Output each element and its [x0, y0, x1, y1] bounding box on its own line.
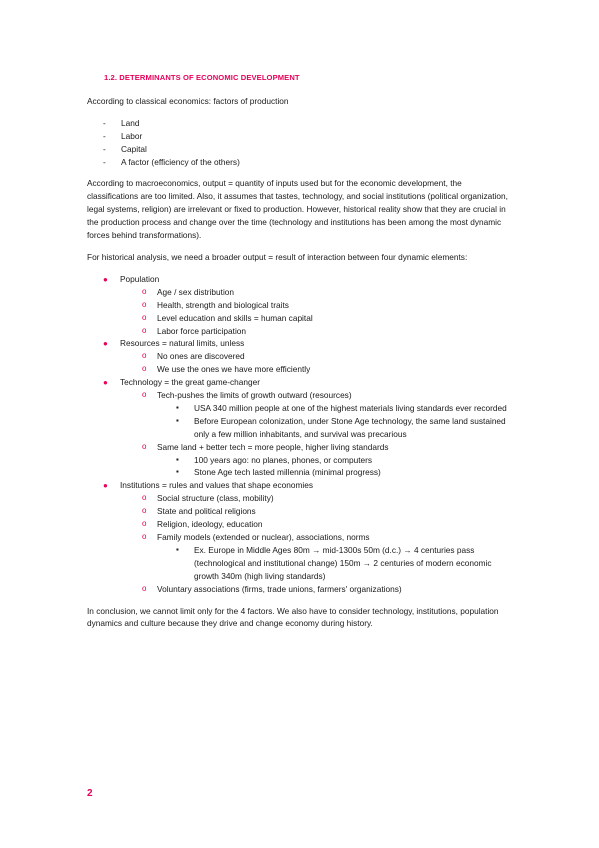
- list-item: o Age / sex distribution: [142, 286, 235, 297]
- list-item: o Tech-pushes the limits of growth outward (resources) ▪ USA 340 million people at one of the highest materials living standards ever recorded ▪ Before European colonization, under Stone Age technology, the same land sustained only a few million inhabitants, and survival was precarious: [120, 389, 513, 441]
- bullet-icon: ●: [103, 481, 108, 491]
- factors-list: [87, 117, 513, 169]
- circle-bullet-icon: o: [142, 506, 147, 516]
- list-item-institutions: [87, 479, 513, 595]
- list-item: o Same land + better tech = more people, higher living standards ▪ 100 years ago: no planes, phones, or computers ▪ Stone Age tech lasted millennia (minimal progress): [120, 441, 513, 480]
- circle-bullet-icon: o: [142, 532, 147, 541]
- list-item: o Voluntary associations (firms, trade unions, farmers' organizations): [142, 583, 402, 594]
- list-item: o Social structure (class, mobility): [142, 493, 274, 504]
- list-item-population: [87, 273, 513, 338]
- circle-bullet-icon: o: [142, 519, 147, 529]
- list-item-technology: [87, 376, 513, 479]
- list-item: o No ones are discovered: [142, 351, 245, 362]
- circle-bullet-icon: o: [142, 364, 147, 374]
- bullet-icon: ●: [103, 274, 108, 284]
- paragraph-historical: For historical analysis, we need a broader output = result of interaction between four dynamic elements:: [87, 251, 468, 262]
- intro-text: According to classical economics: factors of production: [87, 95, 289, 106]
- paragraph-conclusion: In conclusion, we cannot limit only for the 4 factors. We also have to consider technology, institutions, population dynamics and culture because they drive and change economy during history.: [87, 605, 499, 629]
- list-item: - Capital: [87, 143, 513, 156]
- list-item: - A factor (efficiency of the others): [87, 156, 513, 169]
- square-bullet-icon: ▪: [176, 402, 179, 412]
- square-bullet-icon: ▪: [176, 415, 179, 425]
- circle-bullet-icon: o: [142, 299, 147, 309]
- bullet-icon: ●: [103, 378, 108, 388]
- circle-bullet-icon: o: [142, 286, 147, 296]
- list-item: o Family models (extended or nuclear), associations, norms ▪ Ex. Europe in Middle Ages 80m → mid-1300s 50m (d.c.) → 4 centuries pass (technological and institutional change) 150m → 2 centuries of modern economic growth 340m (high living standards): [120, 531, 513, 583]
- paragraph-macroeconomics: According to macroeconomics, output = quantity of inputs used but for the economic development, the classifications are too limited. Also, it assumes that tastes, technology, and social institutions (political organization, legal systems, religion) are irrelevant or fixed to production. However, historical reality show that they are crucial in the production process and change over the time (technology and institutions has been among the most dynamic forces behind transformations).: [87, 178, 508, 241]
- circle-bullet-icon: o: [142, 351, 147, 361]
- list-item: o Health, strength and biological traits: [142, 299, 289, 310]
- list-item: ▪ Before European colonization, under Stone Age technology, the same land sustained only a few million inhabitants, and survival was precarious: [176, 415, 506, 439]
- square-bullet-icon: ▪: [176, 544, 179, 554]
- circle-bullet-icon: o: [142, 312, 147, 322]
- list-item: o Labor force participation: [142, 325, 247, 336]
- square-bullet-icon: ▪: [176, 467, 179, 477]
- list-item: ▪ Ex. Europe in Middle Ages 80m → mid-1300s 50m (d.c.) → 4 centuries pass (technological and institutional change) 150m → 2 centuries of modern economic growth 340m (high living standards): [176, 544, 492, 581]
- list-item-label: Population: [120, 273, 160, 284]
- list-item-label: Resources = natural limits, unless: [120, 338, 245, 349]
- list-item-resources: [87, 337, 513, 376]
- list-item: o Religion, ideology, education: [142, 519, 263, 530]
- page-content: [87, 72, 513, 630]
- square-bullet-icon: ▪: [176, 454, 179, 464]
- circle-bullet-icon: o: [142, 390, 147, 400]
- circle-bullet-icon: o: [142, 325, 147, 335]
- list-item-label: Technology = the great game-changer: [120, 377, 260, 388]
- page-number: 2: [87, 788, 93, 799]
- list-item: ▪ 100 years ago: no planes, phones, or computers: [176, 454, 373, 465]
- elements-list: [87, 273, 513, 596]
- list-item: o State and political religions: [142, 506, 256, 517]
- section-heading: 1.2. DETERMINANTS OF ECONOMIC DEVELOPMENT: [104, 73, 300, 82]
- bullet-icon: ●: [103, 339, 108, 349]
- circle-bullet-icon: o: [142, 493, 147, 503]
- list-item: o Level education and skills = human capital: [142, 312, 313, 323]
- circle-bullet-icon: o: [142, 441, 147, 451]
- list-item: - Land: [87, 117, 513, 130]
- list-item: ▪ Stone Age tech lasted millennia (minimal progress): [176, 467, 381, 478]
- list-item: ▪ USA 340 million people at one of the highest materials living standards ever recorded: [176, 402, 507, 413]
- circle-bullet-icon: o: [142, 583, 147, 593]
- list-item-label: Institutions = rules and values that shape economies: [120, 480, 314, 491]
- list-item: - Labor: [87, 130, 513, 143]
- list-item: o We use the ones we have more efficiently: [142, 364, 311, 375]
